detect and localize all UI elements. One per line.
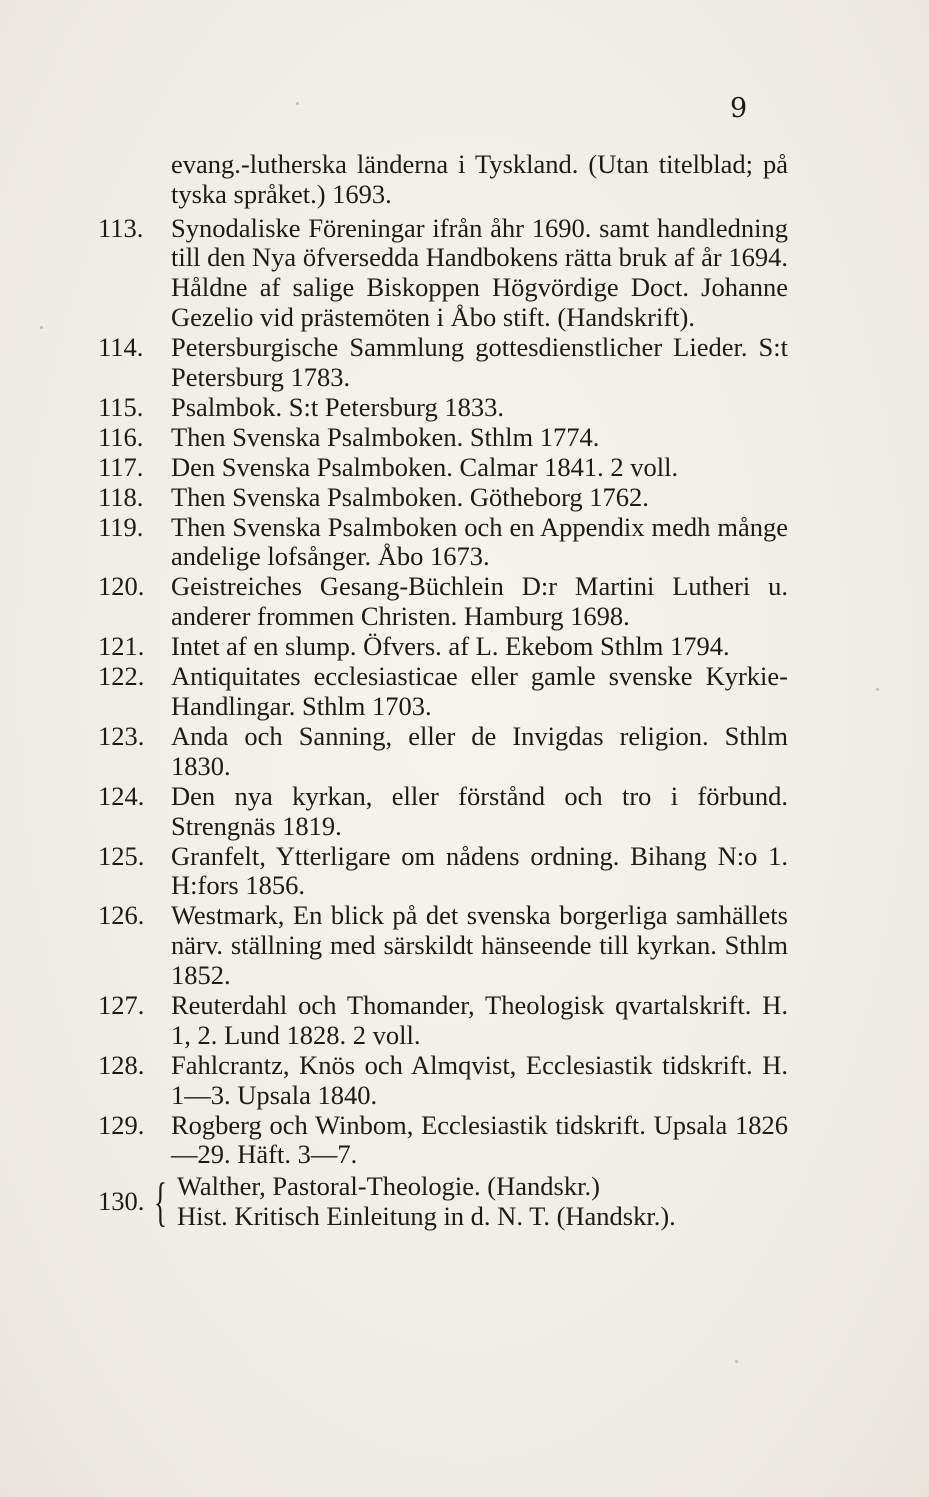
entry-text: Psalmbok. S:t Petersburg 1833. <box>171 391 504 422</box>
entry-text: Synodaliske Föreningar ifrån åhr 1690. samt handledning till den Nya öfversedda Handbokens rätta bruk af år 1694. Håldne af salige Biskoppen Högvördige Doct. Johanne Gezelio vid prästemöten i Åbo stift. (Handskrift). <box>171 212 788 332</box>
paper-speck <box>876 688 879 691</box>
catalog-entry-115 <box>98 393 788 423</box>
entry-number: 119. <box>98 511 144 542</box>
catalog-entry-126 <box>98 901 788 990</box>
catalog-entry-118 <box>98 483 788 513</box>
catalog-entry-120 <box>98 572 788 632</box>
catalog-entry-121 <box>98 632 788 662</box>
paper-speck <box>40 326 43 329</box>
catalog-entry-125 <box>98 842 788 902</box>
entry-text: Then Svenska Psalmboken. Sthlm 1774. <box>171 421 600 452</box>
entry-text: Den nya kyrkan, eller förstånd och tro i förbund. Strengnäs 1819. <box>171 780 788 841</box>
entry-number: 124. <box>98 780 145 811</box>
continued-entry-text: evang.-lutherska länderna i Tyskland. (Utan titelblad; på tyska språket.) 1693. <box>171 149 788 209</box>
entry-number: 117. <box>98 451 144 482</box>
entry-text: Antiquitates ecclesiasticae eller gamle svenske Kyrkie-Handlingar. Sthlm 1703. <box>171 661 788 722</box>
entry-text: Intet af en slump. Öfvers. af L. Ekebom Sthlm 1794. <box>171 631 730 662</box>
entry-number: 127. <box>98 989 145 1020</box>
entry-number: 113. <box>98 212 144 243</box>
entry-text: Den Svenska Psalmboken. Calmar 1841. 2 voll. <box>171 451 679 482</box>
entry-text-line: Hist. Kritisch Einleitung in d. N. T. (Handskr.). <box>177 1200 676 1231</box>
entry-text: Westmark, En blick på det svenska borgerliga samhällets närv. ställning med särskildt hänseende till kyrkan. Sthlm 1852. <box>171 900 788 990</box>
entry-text: Geistreiches Gesang-Büchlein D:r Martini Lutheri u. anderer frommen Christen. Hamburg 1698. <box>171 571 788 632</box>
catalog-entry-117 <box>98 453 788 483</box>
curly-brace-icon: { <box>154 1172 167 1233</box>
paper-speck <box>735 1360 738 1363</box>
page-number: 9 <box>730 93 748 124</box>
entry-text: Anda och Sanning, eller de Invigdas religion. Sthlm 1830. <box>171 721 788 781</box>
entry-number: 120. <box>98 571 145 602</box>
entry-text: Fahlcrantz, Knös och Almqvist, Ecclesiastik tidskrift. H. 1—3. Upsala 1840. <box>171 1049 788 1110</box>
entry-text-line: Walther, Pastoral-Theologie. (Handskr.) <box>177 1171 600 1202</box>
continued-entry <box>98 150 788 210</box>
catalog-entry-130 <box>98 1172 788 1232</box>
catalog-entry-119 <box>98 513 788 573</box>
catalog-list <box>98 150 788 1232</box>
entry-number: 129. <box>98 1109 145 1140</box>
catalog-entry-116 <box>98 423 788 453</box>
catalog-entry-127 <box>98 991 788 1051</box>
catalog-entry-123 <box>98 722 788 782</box>
entry-number: 118. <box>98 481 144 512</box>
catalog-entry-122 <box>98 662 788 722</box>
catalog-entry-114 <box>98 333 788 393</box>
entry-number: 114. <box>98 331 144 362</box>
catalog-entry-124 <box>98 782 788 842</box>
entry-number: 123. <box>98 721 145 752</box>
catalog-entry-128 <box>98 1051 788 1111</box>
entry-number: 115. <box>98 391 144 422</box>
entry-number: 116. <box>98 421 144 452</box>
entry-number: 125. <box>98 840 145 871</box>
entry-number: 122. <box>98 661 145 692</box>
catalog-entry-129 <box>98 1111 788 1171</box>
entry-text: Rogberg och Winbom, Ecclesiastik tidskrift. Upsala 1826—29. Häft. 3—7. <box>171 1109 788 1170</box>
entry-text: Granfelt, Ytterligare om nådens ordning. Bihang N:o 1. H:fors 1856. <box>171 840 788 901</box>
paper-speck <box>296 102 299 105</box>
entry-number: 128. <box>98 1049 145 1080</box>
catalog-entry-113 <box>98 214 788 333</box>
entry-number: 126. <box>98 900 145 931</box>
entry-text: Petersburgische Sammlung gottesdienstlicher Lieder. S:t Petersburg 1783. <box>171 331 788 392</box>
entry-text: Then Svenska Psalmboken och en Appendix medh månge andelige lofsånger. Åbo 1673. <box>171 511 788 572</box>
entry-text: Reuterdahl och Thomander, Theologisk qvartalskrift. H. 1, 2. Lund 1828. 2 voll. <box>171 989 788 1050</box>
entry-text: Then Svenska Psalmboken. Götheborg 1762. <box>171 481 649 512</box>
entry-number: 130. <box>98 1186 145 1217</box>
entry-number: 121. <box>98 631 145 662</box>
